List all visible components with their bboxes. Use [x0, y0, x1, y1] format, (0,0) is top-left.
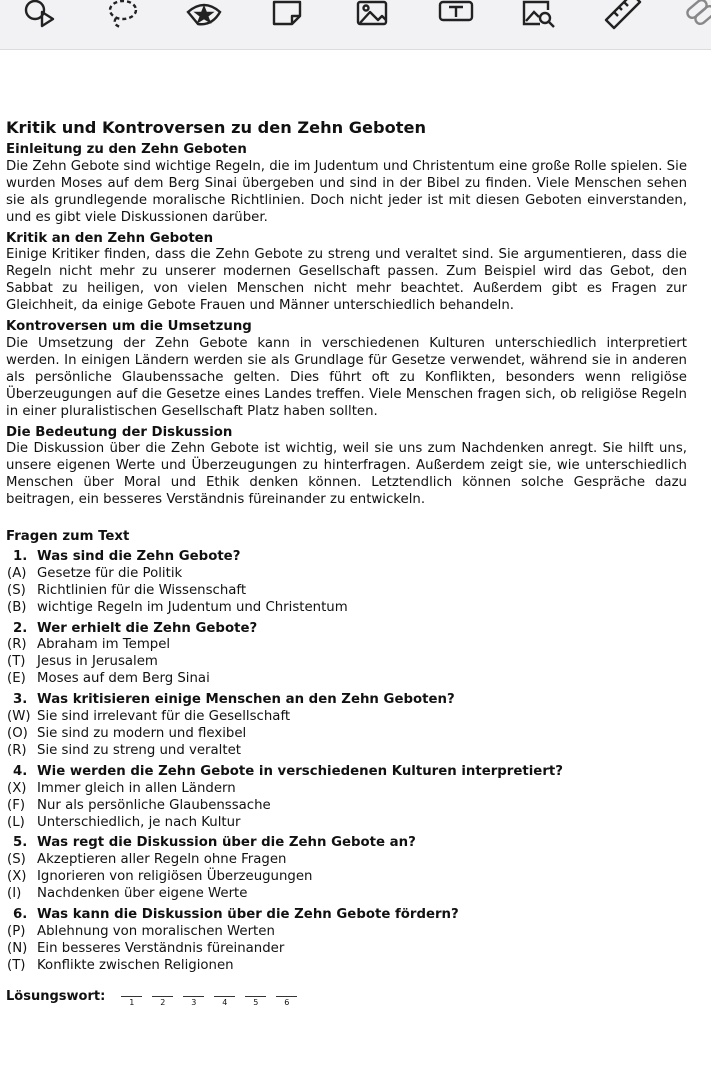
answer-option — [6, 654, 687, 671]
shapes-tool-button[interactable] — [18, 0, 58, 30]
sticker-tool-button[interactable] — [184, 0, 224, 30]
option-text: Sie sind irrelevant für die Gesellschaft — [37, 709, 291, 725]
question — [6, 835, 687, 903]
sticker-icon — [184, 0, 224, 30]
answer-option — [6, 958, 687, 975]
option-text: Jesus in Jerusalem — [37, 654, 158, 670]
answer-option — [6, 583, 687, 600]
option-text: Ein besseres Verständnis füreinander — [37, 940, 285, 956]
question-text: Wer erhielt die Zehn Gebote? — [37, 620, 258, 636]
answer-option — [6, 671, 687, 688]
option-letter: (T) — [7, 957, 26, 973]
option-text: Immer gleich in allen Ländern — [37, 780, 236, 796]
answer-option — [6, 924, 687, 941]
annotation-toolbar — [0, 0, 711, 50]
answer-option — [6, 726, 687, 743]
option-text: Gesetze für die Politik — [37, 565, 183, 581]
section-body: Die Diskussion über die Zehn Gebote ist wichtig, weil sie uns zum Nachdenken anregt. Sie hilft uns, unsere eigenen Werte und Überzeugungen zu hinterfragen. Außerdem zeigt sie, wie unterschiedlich Menschen über Moral und Ethik denken können. Letztendlich können solche Gespräche dazu beitragen, ein besseres Verständnis füreinander zu entwickeln. — [6, 441, 687, 508]
textbox-tool-button[interactable] — [436, 0, 476, 30]
option-text: Ablehnung von moralischen Werten — [37, 923, 275, 939]
option-text: Sie sind zu streng und veraltet — [37, 742, 241, 758]
lasso-tool-button[interactable] — [102, 0, 142, 30]
question-text: Was kritisieren einige Menschen an den Zehn Geboten? — [37, 692, 455, 708]
section-body: Die Umsetzung der Zehn Gebote kann in verschiedenen Kulturen unterschiedlich interpretiert werden. In einigen Ländern werden sie als Grundlage für Gesetze verwendet, während sie in anderen als persönliche Glaubenssache gelten. Dies führt oft zu Konflikten, besonders wenn religiöse Überzeugungen auf die Gesetze eines Landes treffen. Viele Menschen fragen sich, ob religiöse Regeln in einer pluralistischen Gesellschaft Platz haben sollten. — [6, 335, 687, 419]
question — [6, 764, 687, 832]
question-number: 5. — [13, 835, 28, 851]
textbox-icon — [436, 0, 476, 30]
worksheet — [6, 118, 687, 1008]
option-letter: (W) — [7, 709, 31, 725]
solution-word — [6, 989, 687, 1008]
answer-option — [6, 709, 687, 726]
image-icon — [352, 0, 392, 30]
option-text: Akzeptieren aller Regeln ohne Fragen — [37, 852, 287, 868]
image-zoom-tool-button[interactable] — [518, 0, 558, 30]
option-letter: (R) — [7, 637, 27, 653]
link-tool-button[interactable] — [680, 0, 711, 30]
option-letter: (L) — [7, 814, 25, 830]
option-letter: (P) — [7, 923, 26, 939]
lasso-icon — [102, 0, 142, 30]
answer-option — [6, 743, 687, 760]
option-letter: (X) — [7, 869, 27, 885]
quiz-title: Fragen zum Text — [6, 529, 130, 545]
option-text: Ignorieren von religiösen Überzeugungen — [37, 869, 313, 885]
ruler-tool-button[interactable] — [602, 0, 642, 30]
solution-blank[interactable]: 5 — [245, 996, 266, 1008]
option-letter: (B) — [7, 599, 27, 615]
question-number: 4. — [13, 763, 28, 779]
option-text: Richtlinien für die Wissenschaft — [37, 582, 247, 598]
option-text: wichtige Regeln im Judentum und Christentum — [37, 599, 348, 615]
answer-option — [6, 600, 687, 617]
answer-option — [6, 869, 687, 886]
section-heading: Die Bedeutung der Diskussion — [6, 424, 233, 440]
option-letter: (N) — [7, 940, 28, 956]
answer-option — [6, 781, 687, 798]
link-icon — [680, 0, 711, 30]
solution-blank[interactable]: 4 — [214, 996, 235, 1008]
question — [6, 907, 687, 975]
option-text: Abraham im Tempel — [37, 637, 171, 653]
answer-option — [6, 798, 687, 815]
section-heading: Kontroversen um die Umsetzung — [6, 319, 252, 335]
option-letter: (R) — [7, 742, 27, 758]
answer-option — [6, 637, 687, 654]
question-number: 2. — [13, 620, 28, 636]
option-letter: (F) — [7, 797, 26, 813]
document-title: Kritik und Kontroversen zu den Zehn Geboten — [6, 118, 426, 137]
ruler-icon — [602, 0, 642, 30]
solution-blank[interactable]: 6 — [276, 996, 297, 1008]
note-tool-button[interactable] — [268, 0, 308, 30]
option-letter: (S) — [7, 852, 26, 868]
section-body: Die Zehn Gebote sind wichtige Regeln, die im Judentum und Christentum eine große Rolle spielen. Sie wurden Moses auf dem Berg Sinai übergeben und sind in der Bibel zu finden. Viele Menschen sehen sie als grundlegende moralische Richtlinien. Doch nicht jeder ist mit diesen Geboten einverstanden, und es gibt viele Diskussionen darüber. — [6, 158, 687, 225]
option-text: Nur als persönliche Glaubenssache — [37, 797, 271, 813]
question-number: 6. — [13, 907, 28, 923]
solution-blank[interactable]: 2 — [152, 996, 173, 1008]
image-zoom-icon — [518, 0, 558, 30]
answer-option — [6, 815, 687, 832]
section-body: Einige Kritiker finden, dass die Zehn Gebote zu streng und veraltet sind. Sie argumentieren, dass die Regeln nicht mehr zu unserer modernen Gesellschaft passen. Zum Beispiel wird das Gebot, den Sabbat zu heiligen, von vielen Menschen nicht mehr beachtet. Außerdem gibt es Fragen zur Gleichheit, da einige Gebote Frauen und Männer unterschiedlich behandeln. — [6, 247, 687, 314]
option-text: Moses auf dem Berg Sinai — [37, 671, 210, 687]
question-number: 3. — [13, 692, 28, 708]
question-text: Was sind die Zehn Gebote? — [37, 548, 241, 564]
answer-option — [6, 566, 687, 583]
solution-label: Lösungswort: — [6, 988, 106, 1004]
solution-blanks — [121, 996, 297, 1008]
option-letter: (T) — [7, 654, 26, 670]
answer-option — [6, 941, 687, 958]
question — [6, 621, 687, 689]
option-text: Konflikte zwischen Religionen — [37, 957, 234, 973]
option-letter: (E) — [7, 671, 26, 687]
option-text: Sie sind zu modern und flexibel — [37, 726, 247, 741]
question-text: Wie werden die Zehn Gebote in verschiedenen Kulturen interpretiert? — [37, 763, 563, 779]
option-letter: (X) — [7, 780, 27, 796]
option-letter: (A) — [7, 565, 27, 581]
question-number: 1. — [13, 548, 28, 564]
solution-blank[interactable]: 1 — [121, 996, 142, 1008]
image-tool-button[interactable] — [352, 0, 392, 30]
section-heading: Einleitung zu den Zehn Geboten — [6, 142, 247, 157]
option-text: Nachdenken über eigene Werte — [37, 886, 248, 902]
solution-blank[interactable]: 3 — [183, 996, 204, 1008]
answer-option — [6, 852, 687, 869]
answer-option — [6, 886, 687, 903]
option-letter: (O) — [7, 726, 28, 741]
question-text: Was kann die Diskussion über die Zehn Gebote fördern? — [37, 907, 459, 923]
option-text: Unterschiedlich, je nach Kultur — [37, 814, 241, 830]
section-heading: Kritik an den Zehn Geboten — [6, 230, 214, 246]
question-text: Was regt die Diskussion über die Zehn Gebote an? — [37, 835, 416, 851]
question — [6, 549, 687, 617]
note-icon — [268, 0, 308, 30]
shapes-icon — [18, 0, 58, 30]
option-letter: (S) — [7, 582, 26, 598]
option-letter: (I) — [7, 886, 22, 902]
question — [6, 692, 687, 760]
